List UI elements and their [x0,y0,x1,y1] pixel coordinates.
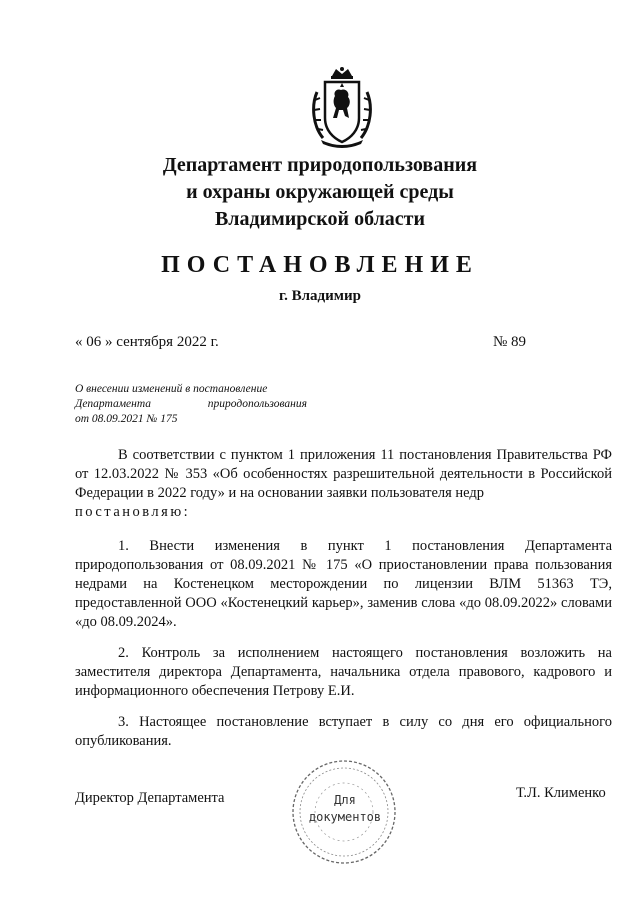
document-subject [75,382,307,427]
preamble-paragraph: В соответствии с пунктом 1 приложения 11 постановления Правительства РФ от 12.03.2022 № 353 «Об особенностях разрешительной деятельности в Российской Федерации в 2022 году» и на основании заявки пользователя недр [75,447,612,501]
subject-line-2: Департамента природопользования [75,398,307,410]
item-3-paragraph: 3. Настоящее постановление вступает в силу со дня его официального опубликования. [75,714,612,749]
item-1-paragraph: 1. Внести изменения в пункт 1 постановления Департамента природопользования от 08.09.2021 № 175 «О приостановлении права пользования недрами на Костенецком месторождении по лицензии ВЛМ 51363 ТЭ, предоставленной ООО «Костенецкий карьер», заменив слова «до 08.09.2022» словами «до 08.09.2024». [75,538,612,630]
document-date: « 06 » сентября 2022 г. [75,334,219,350]
stamp-line-2: документов [308,810,382,824]
department-line-1: Департамент природопользования [162,154,478,176]
resolve-word: постановляю: [75,504,191,520]
department-line-3: Владимирской области [214,208,426,230]
department-name [0,152,640,233]
department-line-2: и охраны окружающей среды [186,181,454,203]
subject-line-3: от 08.09.2021 № 175 [75,413,178,425]
signatory-name: Т.Л. Клименко [516,785,606,801]
document-body [75,446,612,751]
stamp-line-1: Для [334,793,356,807]
item-2-paragraph: 2. Контроль за исполнением настоящего постановления возложить на заместителя директора Департамента, начальника отдела правового, кадрового и информационного обеспечения Петрову Е.И. [75,645,612,699]
signatory-position: Директор Департамента [75,790,225,806]
stamp-text [300,792,390,826]
subject-line-1: О внесении изменений в постановление [75,383,268,395]
document-type-title: ПОСТАНОВЛЕНИЕ [161,252,479,278]
document-city: г. Владимир [279,288,361,304]
coat-of-arms-emblem [309,66,375,148]
document-number: № 89 [493,334,527,350]
